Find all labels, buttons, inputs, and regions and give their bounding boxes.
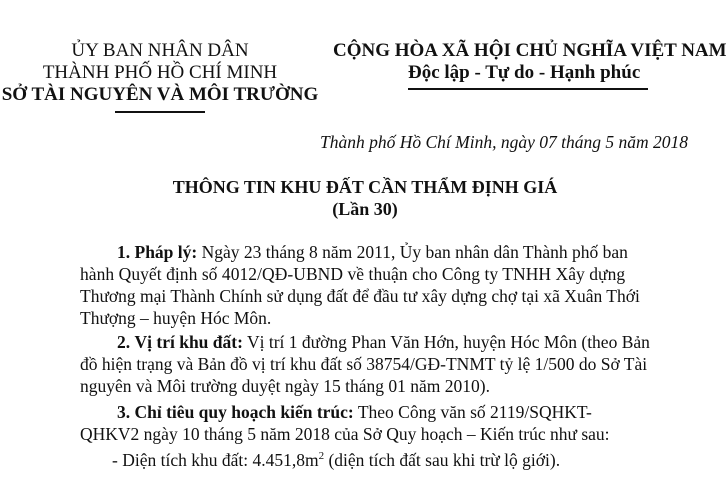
motto-underline [408,88,648,90]
area-unit-superscript: 2 [318,450,325,462]
section-1-number: 1. [117,242,131,262]
country-title: CỘNG HÒA XÃ HỘI CHỦ NGHĨA VIỆT NAM [333,40,727,61]
section-2-line-2: đồ hiện trạng và Bản đồ vị trí khu đất số 38754/GĐ-TNMT tỷ lệ 1/500 do Sở Tài [80,354,648,374]
department-underline [115,111,205,113]
national-motto: Độc lập - Tự do - Hạnh phúc [408,62,641,83]
section-3-text: Theo Công văn số 2119/SQHKT- [357,402,592,422]
section-2-line-3: nguyên và Môi trường duyệt ngày 15 tháng 01 năm 2010). [80,376,490,396]
section-3-number: 3. [117,402,131,422]
document-title: THÔNG TIN KHU ĐẤT CẦN THẨM ĐỊNH GIÁ [172,177,558,197]
document-subtitle: (Lần 30) [332,199,398,219]
city-name: THÀNH PHỐ HỒ CHÍ MINH [42,62,278,83]
section-1-first-line [117,241,628,263]
department-name: SỞ TÀI NGUYÊN VÀ MÔI TRƯỜNG [1,84,319,105]
area-label: - Diện tích khu đất: 4.451,8m [112,449,319,470]
section-3-first-line [117,401,592,423]
section-2-text: Vị trí 1 đường Phan Văn Hớn, huyện Hóc Môn (theo Bản [246,332,650,352]
agency-name: ỦY BAN NHÂN DÂN [71,40,249,61]
section-2-first-line [117,331,650,353]
section-3-bullet [112,445,560,471]
section-3-line-2: QHKV2 ngày 10 tháng 5 năm 2018 của Sở Quy hoạch – Kiến trúc như sau: [80,424,610,444]
date-line: Thành phố Hồ Chí Minh, ngày 07 tháng 5 năm 2018 [320,132,688,152]
section-1-text: Ngày 23 tháng 8 năm 2011, Ủy ban nhân dân Thành phố ban [201,242,628,262]
section-1-label: Pháp lý: [134,242,198,262]
section-1-line-4: Thượng – huyện Hóc Môn. [80,308,272,328]
section-2-number: 2. [117,332,131,352]
section-1-line-2: hành Quyết định số 4012/QĐ-UBND về thuận cho Công ty TNHH Xây dựng [80,264,626,284]
area-note: (diện tích đất sau khi trừ lộ giới). [324,449,561,470]
section-2-label: Vị trí khu đất: [134,332,243,352]
section-1-line-3: Thương mại Thành Chính sử dụng đất để đầu tư xây dựng chợ tại xã Xuân Thới [80,286,640,306]
section-3-label: Chỉ tiêu quy hoạch kiến trúc: [134,402,354,422]
